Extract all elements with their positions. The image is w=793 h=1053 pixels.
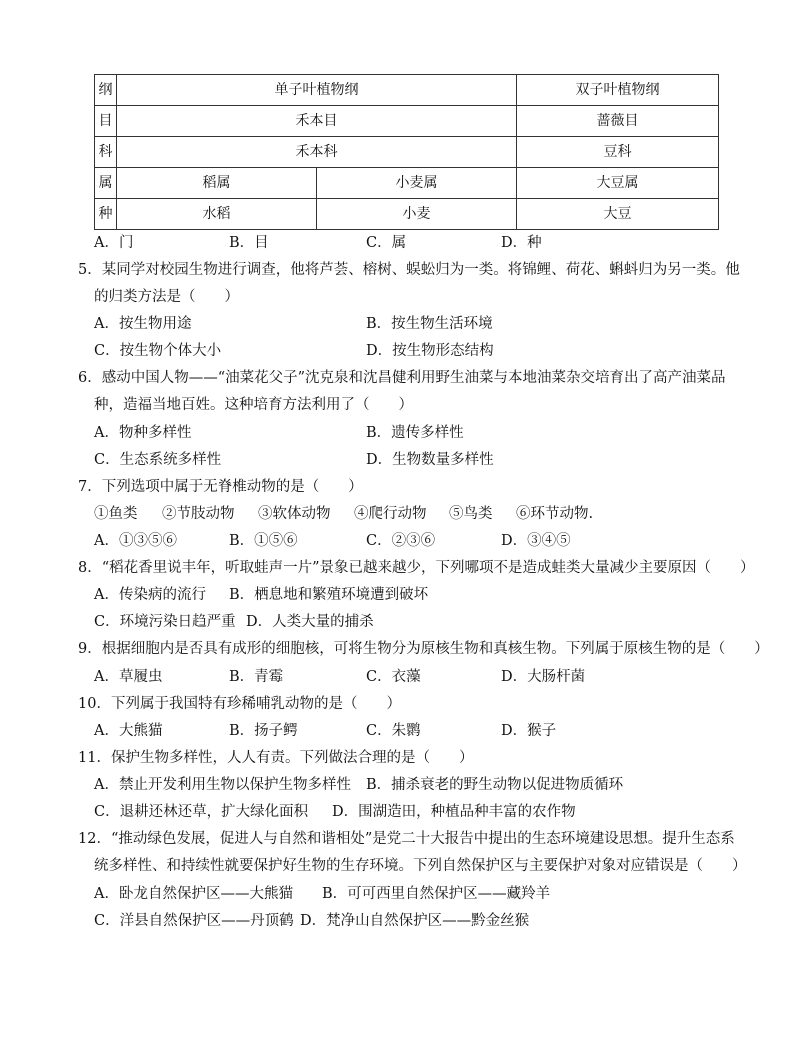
q12-option-c[interactable]: C．洋县自然保护区——丹顶鹤 xyxy=(94,913,294,929)
q11-option-b[interactable]: B．捕杀衰老的野生动物以促进物质循环 xyxy=(366,777,624,793)
q12-option-a[interactable]: A．卧龙自然保护区——大熊猫 xyxy=(94,886,293,902)
q8-option-c[interactable]: C．环境污染日趋严重 xyxy=(94,614,236,630)
q10-option-d[interactable]: D．猴子 xyxy=(501,723,557,739)
table-cell: 小麦 xyxy=(317,199,517,230)
q12-option-b[interactable]: B．可可西里自然保护区——藏羚羊 xyxy=(322,886,551,902)
table-row xyxy=(95,106,719,137)
q10-stem-line1: 10．下列属于我国特有珍稀哺乳动物的是（ ） xyxy=(78,696,401,712)
q7-stem-line1: 7．下列选项中属于无脊椎动物的是（ ） xyxy=(78,479,363,495)
q5-stem-line1: 5．某同学对校园生物进行调查，他将芦荟、榕树、蜈蚣归为一类。将锦鲤、荷花、蝌蚪归为另一类。他 xyxy=(78,262,740,278)
q9-stem-line1: 9．根据细胞内是否具有成形的细胞核，可将生物分为原核生物和真核生物。下列属于原核生物的是（ ） xyxy=(78,641,769,657)
table-cell: 稻属 xyxy=(117,168,317,199)
q10-option-a[interactable]: A．大熊猫 xyxy=(94,723,163,739)
table-cell: 蔷薇目 xyxy=(517,106,719,137)
q7-item-6: ⑥环节动物. xyxy=(516,506,594,522)
q12-stem-line2: 统多样性、和持续性就要保护好生物的生存环境。下列自然保护区与主要保护对象对应错误是（ ） xyxy=(94,858,747,874)
q11-option-d[interactable]: D．围湖造田，种植品种丰富的农作物 xyxy=(332,804,576,820)
q5-option-a[interactable]: A．按生物用途 xyxy=(94,316,192,332)
q5-option-b[interactable]: B．按生物生活环境 xyxy=(366,316,493,332)
table-cell: 单子叶植物纲 xyxy=(117,75,517,106)
q10-option-c[interactable]: C．朱鹮 xyxy=(366,723,421,739)
classification-table xyxy=(94,74,719,230)
table-cell: 水稻 xyxy=(117,199,317,230)
q4-option-a[interactable]: A．门 xyxy=(94,235,134,251)
q7-item-1: ①鱼类 xyxy=(94,506,138,522)
q9-option-b[interactable]: B．青霉 xyxy=(229,669,284,685)
q9-option-c[interactable]: C．衣藻 xyxy=(366,669,421,685)
table-row xyxy=(95,75,719,106)
q7-item-2: ②节肢动物 xyxy=(162,506,235,522)
table-row xyxy=(95,137,719,168)
table-cell: 禾本科 xyxy=(117,137,517,168)
q5-option-d[interactable]: D．按生物形态结构 xyxy=(366,343,494,359)
q12-option-d[interactable]: D．梵净山自然保护区——黔金丝猴 xyxy=(300,913,530,929)
rank-cell: 目 xyxy=(95,106,117,137)
rank-cell: 纲 xyxy=(95,75,117,106)
q7-item-4: ④爬行动物 xyxy=(354,506,427,522)
rank-cell: 种 xyxy=(95,199,117,230)
table-cell: 豆科 xyxy=(517,137,719,168)
table-cell: 禾本目 xyxy=(117,106,517,137)
q5-stem-line2: 的归类方法是（ ） xyxy=(94,289,239,305)
q7-option-d[interactable]: D．③④⑤ xyxy=(501,533,571,549)
q4-option-d[interactable]: D．种 xyxy=(501,235,542,251)
q4-option-b[interactable]: B．目 xyxy=(229,235,269,251)
q6-stem-line2: 种，造福当地百姓。这种培育方法利用了（ ） xyxy=(94,397,413,413)
rank-cell: 属 xyxy=(95,168,117,199)
q6-option-d[interactable]: D．生物数量多样性 xyxy=(366,452,494,468)
q6-option-c[interactable]: C．生态系统多样性 xyxy=(94,452,222,468)
q8-stem-line1: 8．“稻花香里说丰年，听取蛙声一片”景象已越来越少，下列哪项不是造成蛙类大量减少主要原因（ ） xyxy=(78,560,755,576)
table-row xyxy=(95,199,719,230)
q7-option-a[interactable]: A．①③⑤⑥ xyxy=(94,533,177,549)
table-cell: 大豆 xyxy=(517,199,719,230)
q7-item-5: ⑤鸟类 xyxy=(449,506,493,522)
table-row xyxy=(95,168,719,199)
q11-stem-line1: 11．保护生物多样性，人人有责。下列做法合理的是（ ） xyxy=(78,750,474,766)
q9-option-d[interactable]: D．大肠杆菌 xyxy=(501,669,586,685)
q11-option-a[interactable]: A．禁止开发利用生物以保护生物多样性 xyxy=(94,777,351,793)
q9-option-a[interactable]: A．草履虫 xyxy=(94,669,163,685)
q4-option-c[interactable]: C．属 xyxy=(366,235,407,251)
q8-option-b[interactable]: B．栖息地和繁殖环境遭到破坏 xyxy=(229,587,429,603)
q10-option-b[interactable]: B．扬子鳄 xyxy=(229,723,298,739)
q5-option-c[interactable]: C．按生物个体大小 xyxy=(94,343,222,359)
q7-option-b[interactable]: B．①⑤⑥ xyxy=(229,533,298,549)
table-cell: 大豆属 xyxy=(517,168,719,199)
q7-item-3: ③软体动物 xyxy=(258,506,331,522)
q8-option-a[interactable]: A．传染病的流行 xyxy=(94,587,206,603)
rank-cell: 科 xyxy=(95,137,117,168)
table-cell: 双子叶植物纲 xyxy=(517,75,719,106)
q6-option-b[interactable]: B．遗传多样性 xyxy=(366,425,464,441)
q6-stem-line1: 6．感动中国人物——“油菜花父子”沈克泉和沈昌健利用野生油菜与本地油菜杂交培育出了高产油菜品 xyxy=(78,370,726,386)
q12-stem-line1: 12．“推动绿色发展，促进人与自然和谐相处”是党二十大报告中提出的生态环境建设思想。提升生态系 xyxy=(78,831,735,847)
table-cell: 小麦属 xyxy=(317,168,517,199)
q11-option-c[interactable]: C．退耕还林还草，扩大绿化面积 xyxy=(94,804,309,820)
q8-option-d[interactable]: D．人类大量的捕杀 xyxy=(246,614,374,630)
q7-option-c[interactable]: C．②③⑥ xyxy=(366,533,436,549)
q6-option-a[interactable]: A．物种多样性 xyxy=(94,425,192,441)
